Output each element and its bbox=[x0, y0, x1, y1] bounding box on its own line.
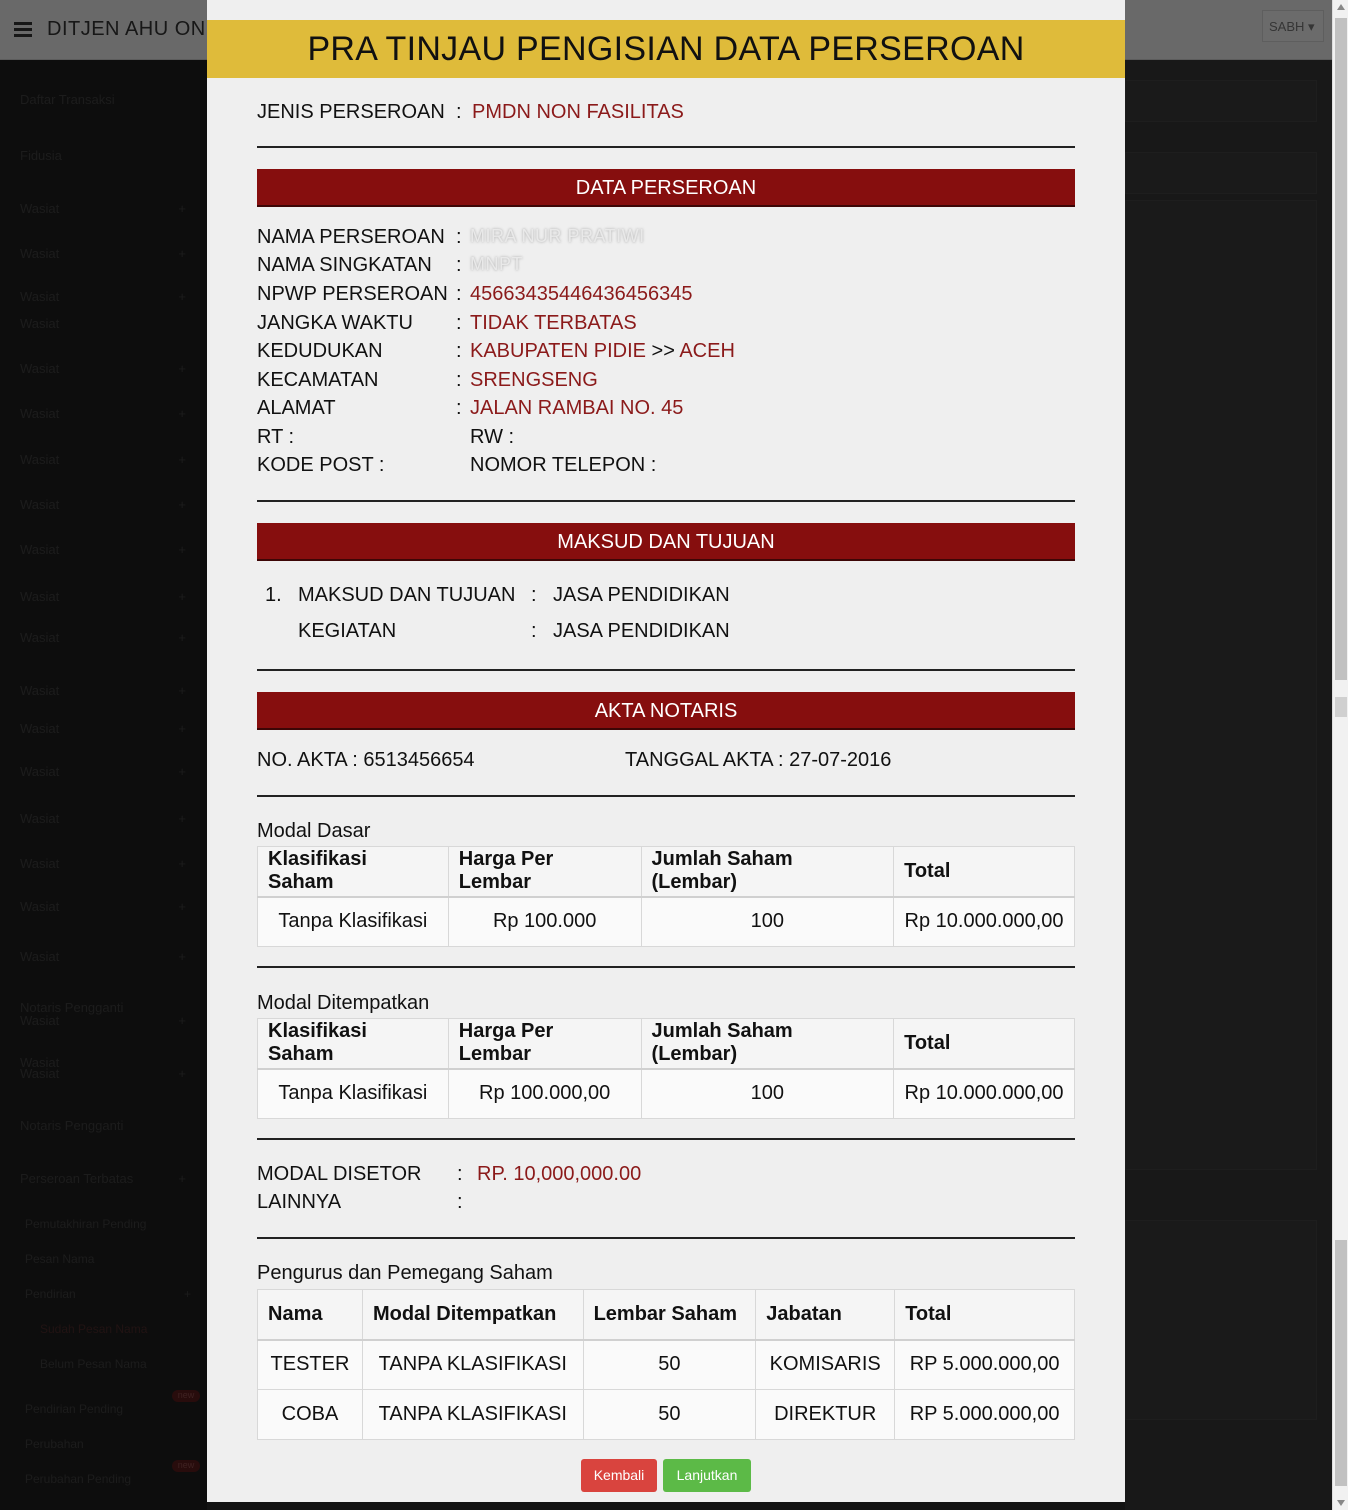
divider bbox=[257, 1138, 1075, 1140]
table-cell: KOMISARIS bbox=[756, 1340, 895, 1390]
page-scrollbar[interactable] bbox=[1332, 0, 1348, 1510]
scroll-down-arrow-icon[interactable] bbox=[1337, 1500, 1345, 1506]
tanggal-akta: TANGGAL AKTA : 27-07-2016 bbox=[625, 749, 892, 771]
table-header: Jabatan bbox=[756, 1290, 895, 1340]
kecamatan-label: KECAMATAN bbox=[257, 369, 379, 391]
kecamatan-value: SRENGSENG bbox=[470, 369, 598, 391]
jenis-value: PMDN NON FASILITAS bbox=[472, 101, 684, 123]
colon: : bbox=[456, 369, 462, 391]
table-cell: RP 5.000.000,00 bbox=[895, 1390, 1075, 1440]
colon: : bbox=[456, 254, 462, 276]
telepon-label: NOMOR TELEPON : bbox=[470, 454, 657, 476]
table-header: Klasifikasi Saham bbox=[258, 1019, 449, 1069]
divider bbox=[257, 669, 1075, 671]
table-row bbox=[258, 1340, 1075, 1390]
lainnya-label: LAINNYA bbox=[257, 1191, 342, 1213]
colon: : bbox=[456, 312, 462, 334]
table-cell: 100 bbox=[641, 1069, 894, 1119]
lanjutkan-button[interactable]: Lanjutkan bbox=[663, 1459, 751, 1492]
table-header: Jumlah Saham (Lembar) bbox=[641, 847, 894, 897]
table-header: Total bbox=[895, 1290, 1075, 1340]
table-header-row bbox=[258, 847, 1075, 897]
table-header: Nama bbox=[258, 1290, 363, 1340]
kegiatan-label: KEGIATAN bbox=[298, 620, 397, 642]
table-header: Total bbox=[894, 847, 1075, 897]
kegiatan-value: JASA PENDIDIKAN bbox=[553, 620, 730, 642]
divider bbox=[257, 146, 1075, 148]
table-header: Lembar Saham bbox=[583, 1290, 756, 1340]
jangka-waktu-value: TIDAK TERBATAS bbox=[470, 312, 637, 334]
nama-perseroan-label: NAMA PERSEROAN bbox=[257, 226, 445, 248]
kembali-button[interactable]: Kembali bbox=[581, 1459, 657, 1492]
rw-label: RW : bbox=[470, 426, 515, 448]
nama-singkatan-label: NAMA SINGKATAN bbox=[257, 254, 432, 276]
table-cell: Rp 100.000,00 bbox=[448, 1069, 641, 1119]
scrollbar-thumb[interactable] bbox=[1335, 18, 1347, 680]
modal-disetor-label: MODAL DISETOR bbox=[257, 1163, 422, 1185]
maksud-label: MAKSUD DAN TUJUAN bbox=[298, 584, 516, 606]
modal-ditempatkan-table bbox=[257, 1018, 1075, 1119]
colon: : bbox=[457, 1163, 463, 1185]
divider bbox=[257, 795, 1075, 797]
colon: : bbox=[531, 584, 537, 606]
nama-perseroan-value: MIRA NUR PRATIWI bbox=[470, 226, 645, 246]
colon: : bbox=[456, 226, 462, 248]
table-cell: RP 5.000.000,00 bbox=[895, 1340, 1075, 1390]
rt-label: RT : bbox=[257, 426, 295, 448]
modal-dasar-table bbox=[257, 846, 1075, 947]
table-cell: Rp 10.000.000,00 bbox=[894, 897, 1075, 947]
colon: : bbox=[531, 620, 537, 642]
colon: : bbox=[456, 340, 462, 362]
jenis-label: JENIS PERSEROAN : bbox=[257, 101, 462, 123]
table-header: Total bbox=[894, 1019, 1075, 1069]
scrollbar-thumb[interactable] bbox=[1335, 1240, 1347, 1486]
modal-dasar-title: Modal Dasar bbox=[257, 820, 371, 842]
section-maksud-tujuan: MAKSUD DAN TUJUAN bbox=[257, 523, 1075, 561]
alamat-value: JALAN RAMBAI NO. 45 bbox=[470, 397, 684, 419]
jangka-waktu-label: JANGKA WAKTU bbox=[257, 312, 413, 334]
list-number: 1. bbox=[265, 584, 282, 606]
table-cell: TANPA KLASIFIKASI bbox=[362, 1390, 583, 1440]
alamat-label: ALAMAT bbox=[257, 397, 336, 419]
divider bbox=[257, 1237, 1075, 1239]
no-akta: NO. AKTA : 6513456654 bbox=[257, 749, 475, 771]
divider bbox=[257, 966, 1075, 968]
table-header-row bbox=[258, 1290, 1075, 1340]
maksud-value: JASA PENDIDIKAN bbox=[553, 584, 730, 606]
table-cell: 50 bbox=[583, 1340, 756, 1390]
table-row bbox=[258, 1390, 1075, 1440]
table-cell: COBA bbox=[258, 1390, 363, 1440]
npwp-label: NPWP PERSEROAN bbox=[257, 283, 448, 305]
table-row bbox=[258, 1069, 1075, 1119]
npwp-value: 45663435446436456345 bbox=[470, 283, 693, 305]
pengurus-table bbox=[257, 1289, 1075, 1440]
preview-modal bbox=[207, 0, 1125, 1502]
section-akta-notaris: AKTA NOTARIS bbox=[257, 692, 1075, 730]
kode-pos-label: KODE POST : bbox=[257, 454, 385, 476]
modal-ditempatkan-title: Modal Ditempatkan bbox=[257, 992, 430, 1014]
table-header: Harga Per Lembar bbox=[448, 1019, 641, 1069]
table-row bbox=[258, 897, 1075, 947]
table-header: Jumlah Saham (Lembar) bbox=[641, 1019, 894, 1069]
table-cell: DIREKTUR bbox=[756, 1390, 895, 1440]
nama-singkatan-value: MNPT bbox=[470, 254, 523, 274]
table-cell: Tanpa Klasifikasi bbox=[258, 897, 449, 947]
table-header: Klasifikasi Saham bbox=[258, 847, 449, 897]
kedudukan-label: KEDUDUKAN bbox=[257, 340, 383, 362]
table-header: Harga Per Lembar bbox=[448, 847, 641, 897]
kedudukan-value: KABUPATEN PIDIE >> ACEH bbox=[470, 340, 735, 362]
table-cell: Tanpa Klasifikasi bbox=[258, 1069, 449, 1119]
table-cell: Rp 100.000 bbox=[448, 897, 641, 947]
table-header-row bbox=[258, 1019, 1075, 1069]
pengurus-title: Pengurus dan Pemegang Saham bbox=[257, 1262, 553, 1284]
modal-title: PRA TINJAU PENGISIAN DATA PERSEROAN bbox=[207, 20, 1125, 78]
section-data-perseroan: DATA PERSEROAN bbox=[257, 169, 1075, 207]
divider bbox=[257, 500, 1075, 502]
scroll-up-arrow-icon[interactable] bbox=[1337, 4, 1345, 10]
colon: : bbox=[457, 1191, 463, 1213]
modal-disetor-value: RP. 10,000,000.00 bbox=[477, 1163, 642, 1185]
table-cell: 50 bbox=[583, 1390, 756, 1440]
colon: : bbox=[456, 397, 462, 419]
colon: : bbox=[456, 283, 462, 305]
table-cell: 100 bbox=[641, 897, 894, 947]
table-cell: TANPA KLASIFIKASI bbox=[362, 1340, 583, 1390]
table-cell: Rp 10.000.000,00 bbox=[894, 1069, 1075, 1119]
table-header: Modal Ditempatkan bbox=[362, 1290, 583, 1340]
scrollbar-thumb[interactable] bbox=[1335, 697, 1347, 717]
table-cell: TESTER bbox=[258, 1340, 363, 1390]
